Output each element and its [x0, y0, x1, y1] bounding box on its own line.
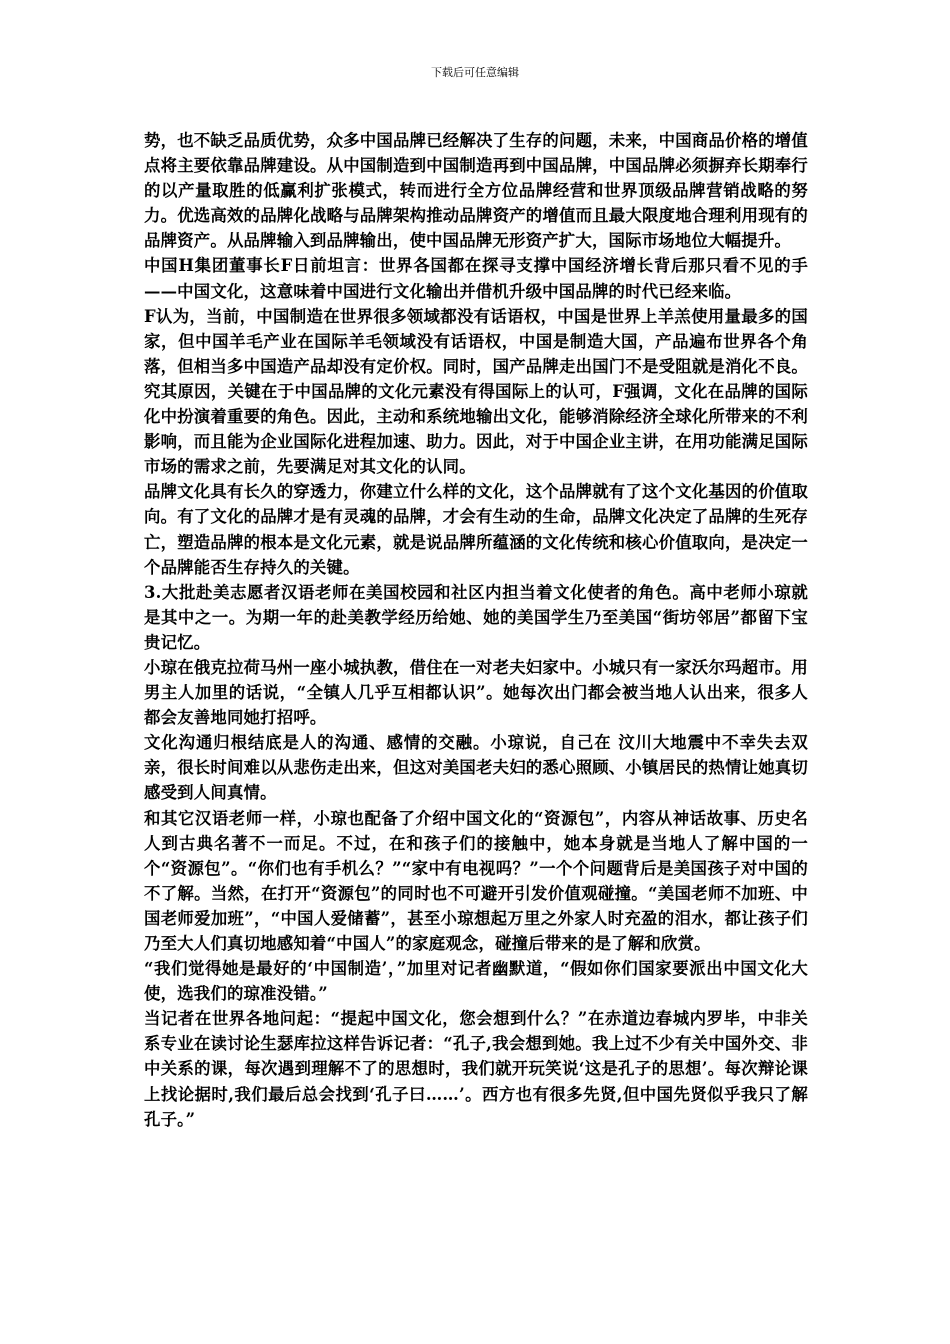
document-body — [144, 128, 808, 1132]
paragraph-f-analysis: F认为，当前，中国制造在世界很多领域都没有话语权，中国是世界上羊羔使用量最多的国家，但中国羊毛产业在国际羊毛领域没有话语权，中国是制造大国，产品遍布世界各个角落，但相当多中国造产品却没有定价权。同时，国产品牌走出国门不是受阻就是消化不良。究其原因，关键在于中国品牌的文化元素没有得国际上的认可，F强调，文化在品牌的国际化中扮演着重要的角色。因此，主动和系统地输出文化，能够消除经济全球化所带来的不利影响，而且能为企业国际化进程加速、助力。因此，对于中国企业主讲，在用功能满足国际市场的需求之前，先要满足对其文化的认同。 — [144, 306, 808, 477]
paragraph-chairman-statement: 中国H集团董事长F日前坦言：世界各国都在探寻支撑中国经济增长背后那只看不见的手——中国文化，这意味着中国进行文化输出并借机升级中国品牌的时代已经来临。 — [144, 256, 808, 301]
paragraph-oklahoma-town: 小琼在俄克拉荷马州一座小城执教，借住在一对老夫妇家中。小城只有一家沃尔玛超市。用男主人加里的话说，“全镇人几乎互相都认识”。她每次出门都会被当地人认出来，很多人都会友善地同她打招呼。 — [144, 657, 808, 728]
paragraph-confucius: 当记者在世界各地问起：“提起中国文化，您会想到什么？”在赤道边春城内罗毕，中非关系专业在读讨论生瑟库拉这样告诉记者：“孔子,我会想到她。我上过不少有关中国外交、非中关系的课，每次遇到理解不了的思想时，我们就开玩笑说‘这是孔子的思想’。每次辩论课上找论据时,我们最后总会找到‘孔子曰……’。西方也有很多先贤,但中国先贤似乎我只了解孔子。” — [144, 1009, 808, 1129]
paragraph-resource-package: 和其它汉语老师一样，小琼也配备了介绍中国文化的“资源包”，内容从神话故事、历史名人到古典名著不一而足。不过，在和孩子们的接触中，她本身就是当地人了解中国的一个“资源包”。“你们也有手机么？”“家中有电视吗？”一个个问题背后是美国孩子对中国的不了解。当然，在打开“资源包”的同时也不可避开引发价值观碰撞。“美国老师不加班、中国老师爱加班”，“中国人爱储蓄”，甚至小琼想起万里之外家人时充盈的泪水，都让孩子们乃至大人们真切地感知着“中国人”的家庭观念，碰撞后带来的是了解和欣赏。 — [144, 808, 808, 953]
paragraph-cultural-communication: 文化沟通归根结底是人的沟通、感情的交融。小琼说，自己在 汶川大地震中不幸失去双亲，很长时间难以从悲伤走出来，但这对美国老夫妇的悉心照顾、小镇居民的热情让她真切感受到人间真情。 — [144, 733, 808, 803]
page-header: 下载后可任意编辑 — [431, 66, 519, 79]
paragraph-gary-quote: “我们觉得她是最好的‘中国制造’，”加里对记者幽默道，“假如你们国家要派出中国文化大使，选我们的琼准没错。” — [144, 959, 808, 1004]
paragraph-brand-construction: 势，也不缺乏品质优势，众多中国品牌已经解决了生存的问题，未来，中国商品价格的增值点将主要依靠品牌建设。从中国制造到中国制造再到中国品牌，中国品牌必须摒弃长期奉行的以产量取胜的低赢利扩张模式，转而进行全方位品牌经营和世界顶级品牌营销战略的努力。优选高效的品牌化战略与品牌架构推动品牌资产的增值而且最大限度地合理利用现有的品牌资产。从品牌输入到品牌输出，使中国品牌无形资产扩大，国际市场地位大幅提升。 — [144, 131, 808, 251]
paragraph-volunteer-teachers: 3.大批赴美志愿者汉语老师在美国校园和社区内担当着文化使者的角色。高中老师小琼就是其中之一。为期一年的赴美教学经历给她、她的美国学生乃至美国“街坊邻居”都留下宝贵记忆。 — [144, 582, 808, 652]
paragraph-brand-culture: 品牌文化具有长久的穿透力，你建立什么样的文化，这个品牌就有了这个文化基因的价值取向。有了文化的品牌才是有灵魂的品牌，才会有生动的生命，品牌文化决定了品牌的生死存亡，塑造品牌的根本是文化元素，就是说品牌所蕴涵的文化传统和核心价值取向，是决定一个品牌能否生存持久的关键。 — [144, 482, 808, 577]
